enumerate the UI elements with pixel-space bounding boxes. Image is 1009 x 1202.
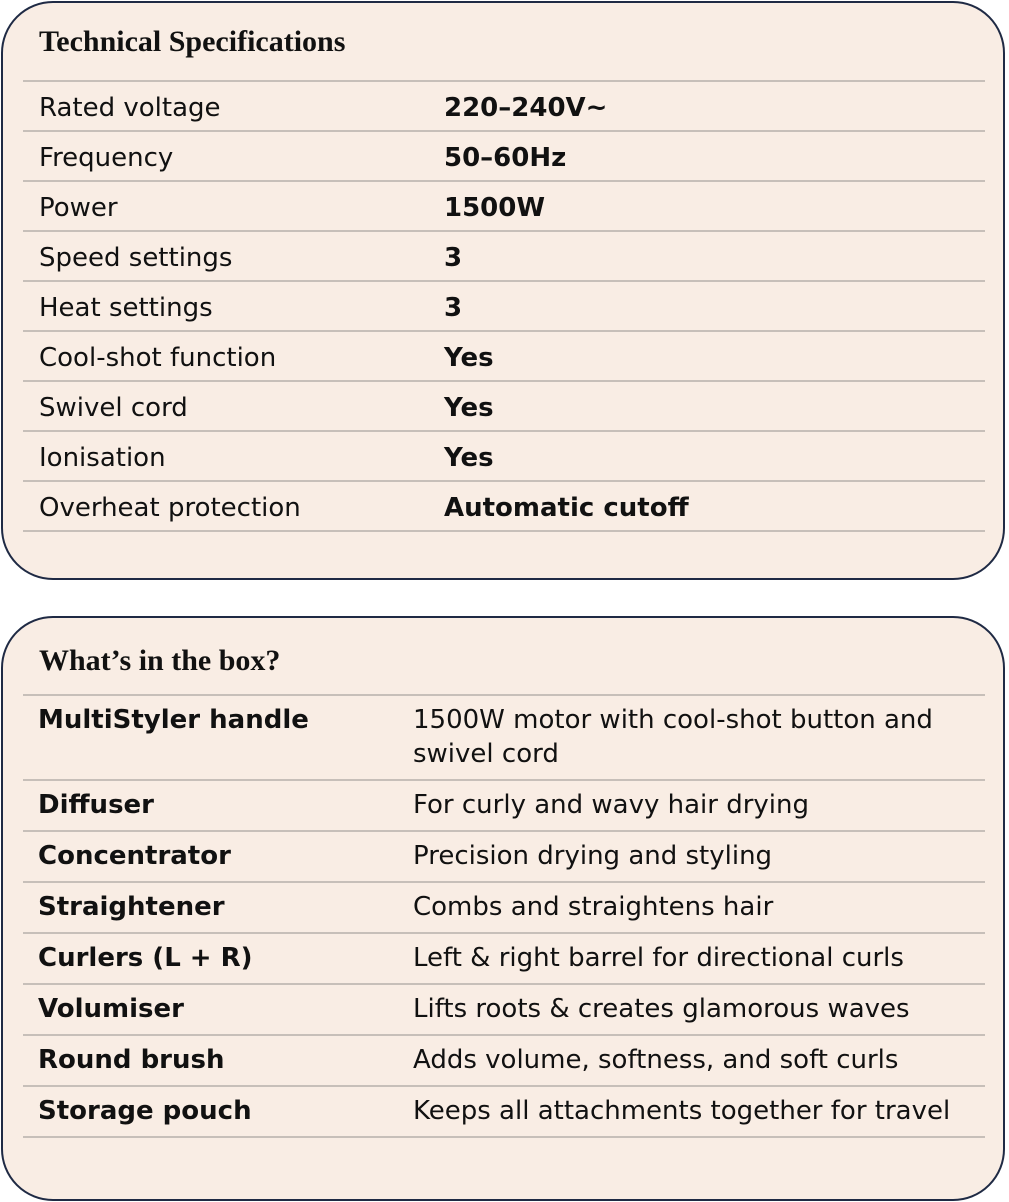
box-item-description: Adds volume, softness, and soft curls	[413, 1045, 899, 1075]
box-row-volumiser	[23, 985, 985, 1036]
specifications-table	[23, 80, 985, 532]
spec-row-rated-voltage	[23, 82, 985, 132]
spec-row-frequency	[23, 132, 985, 182]
spec-row-cool-shot-function	[23, 332, 985, 382]
spec-value: 1500W	[444, 193, 546, 223]
box-row-multistyler-handle	[23, 696, 985, 781]
technical-specifications-title: Technical Specifications	[39, 25, 346, 58]
spec-value: Yes	[444, 443, 494, 473]
spec-label: Rated voltage	[39, 93, 221, 123]
spec-value: 220–240V~	[444, 93, 608, 123]
spec-label: Power	[39, 193, 118, 223]
box-row-concentrator	[23, 832, 985, 883]
spec-label: Cool-shot function	[39, 343, 277, 373]
box-row-curlers	[23, 934, 985, 985]
box-item-description: For curly and wavy hair drying	[413, 790, 810, 820]
spec-row-heat-settings	[23, 282, 985, 332]
box-item-description: Lifts roots & creates glamorous waves	[413, 994, 910, 1024]
spec-value: Automatic cutoff	[444, 493, 689, 523]
box-row-straightener	[23, 883, 985, 934]
box-item-label: Volumiser	[38, 994, 184, 1024]
spec-label: Frequency	[39, 143, 174, 173]
box-item-label: Diffuser	[38, 790, 154, 820]
box-item-description: Precision drying and styling	[413, 841, 773, 871]
spec-label: Ionisation	[39, 443, 166, 473]
whats-in-the-box-panel	[1, 616, 1005, 1201]
spec-label: Heat settings	[39, 293, 213, 323]
box-row-storage-pouch	[23, 1087, 985, 1138]
box-item-description: 1500W motor with cool-shot button and swivel cord	[413, 705, 933, 769]
technical-specifications-panel	[1, 1, 1005, 580]
box-item-label: Round brush	[38, 1045, 225, 1075]
spec-value: Yes	[444, 393, 494, 423]
spec-row-overheat-protection	[23, 482, 985, 532]
box-item-label: Storage pouch	[38, 1096, 252, 1126]
spec-value: 3	[444, 243, 463, 273]
spec-row-ionisation	[23, 432, 985, 482]
box-row-diffuser	[23, 781, 985, 832]
box-item-label: Straightener	[38, 892, 225, 922]
box-item-description: Combs and straightens hair	[413, 892, 774, 922]
spec-value: 50–60Hz	[444, 143, 567, 173]
box-item-label: Concentrator	[38, 841, 231, 871]
box-contents-table	[23, 694, 985, 1138]
spec-label: Swivel cord	[39, 393, 188, 423]
box-row-round-brush	[23, 1036, 985, 1087]
spec-value: Yes	[444, 343, 494, 373]
spec-row-speed-settings	[23, 232, 985, 282]
spec-label: Overheat protection	[39, 493, 301, 523]
spec-row-power	[23, 182, 985, 232]
whats-in-the-box-title: What’s in the box?	[39, 644, 281, 677]
box-item-label: MultiStyler handle	[38, 705, 309, 735]
box-item-description: Keeps all attachments together for travel	[413, 1096, 951, 1126]
spec-row-swivel-cord	[23, 382, 985, 432]
box-item-description: Left & right barrel for directional curls	[413, 943, 904, 973]
spec-value: 3	[444, 293, 463, 323]
spec-label: Speed settings	[39, 243, 233, 273]
box-item-label: Curlers (L + R)	[38, 943, 253, 973]
